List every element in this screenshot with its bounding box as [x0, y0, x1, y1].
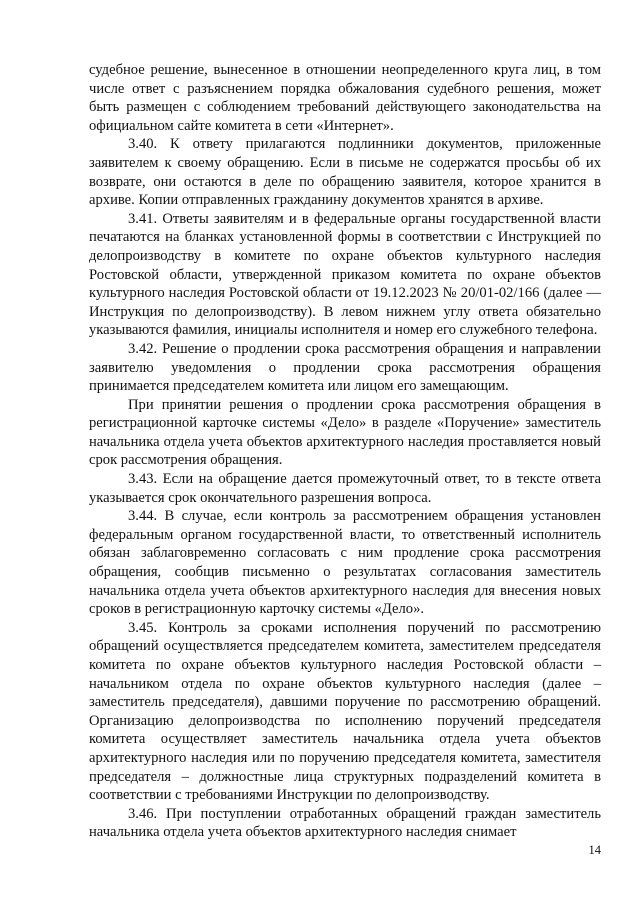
paragraph-continuation: судебное решение, вынесенное в отношении неопределенного круга лиц, в том числе ответ с разъяснением порядка обжалования судебного решения, может быть размещен с соблюдением требований действующего законодательства на официальном сайте комитета в сети «Интернет». [89, 62, 601, 134]
paragraph-3-46: 3.46. При поступлении отработанных обращений граждан заместитель начальника отдела учета объектов архитектурного наследия снимает [89, 805, 601, 841]
paragraph-3-45: 3.45. Контроль за сроками исполнения поручений по рассмотрению обращений осуществляется председателем комитета, заместителем председателя комитета по охране объектов культурного наследия Ростовской области – начальником отдела по охране объектов культурного наследия (далее – заместитель председателя), давшими поручение по рассмотрению обращений. Организацию делопроизводства по исполнению поручений председателя комитета осуществляет заместитель начальника отдела учета объектов архитектурного наследия или по поручению председателя комитета, заместителя председателя – должностные лица структурных подразделений комитета в соответствии с требованиями Инструкции по делопроизводству. [89, 619, 601, 804]
page-number: 14 [588, 843, 601, 857]
document-body [89, 61, 601, 842]
paragraph-3-42-extension: При принятии решения о продлении срока рассмотрения обращения в регистрационной карточке системы «Дело» в разделе «Поручение» заместитель начальника отдела учета объектов архитектурного наследия проставляется новый срок рассмотрения обращения. [89, 396, 601, 469]
paragraph-3-41: 3.41. Ответы заявителям и в федеральные органы государственной власти печатаются на бланках установленной формы в соответствии с Инструкцией по делопроизводству в комитете по охране объектов культурного наследия Ростовской области, утвержденной приказом комитета по охране объектов культурного наследия Ростовской области от 19.12.2023 № 20/01-02/166 (далее — Инструкция по делопроизводству). В левом нижнем углу ответа обязательно указываются фамилия, инициалы исполнителя и номер его служебного телефона. [89, 210, 601, 339]
paragraph-3-42: 3.42. Решение о продлении срока рассмотрения обращения и направлении заявителю уведомления о продлении срока рассмотрения обращения принимается председателем комитета или лицом его замещающим. [89, 340, 601, 395]
paragraph-3-43: 3.43. Если на обращение дается промежуточный ответ, то в тексте ответа указывается срок окончательного разрешения вопроса. [89, 471, 601, 506]
paragraph-3-44: 3.44. В случае, если контроль за рассмотрением обращения установлен федеральным органом государственной власти, то ответственный исполнитель обязан заблаговременно согласовать с ним продление срока рассмотрения обращения, сообщив письменно о результатах согласования заместитель начальника отдела учета объектов архитектурного наследия для внесения новых сроков в регистрационную карточку системы «Дело». [89, 508, 601, 618]
paragraph-3-40: 3.40. К ответу прилагаются подлинники документов, приложенные заявителем к своему обращению. Если в письме не содержатся просьбы об их возврате, они остаются в деле по обращению заявителя, которое хранится в архиве. Копии отправленных гражданину документов хранятся в архиве. [89, 136, 601, 209]
